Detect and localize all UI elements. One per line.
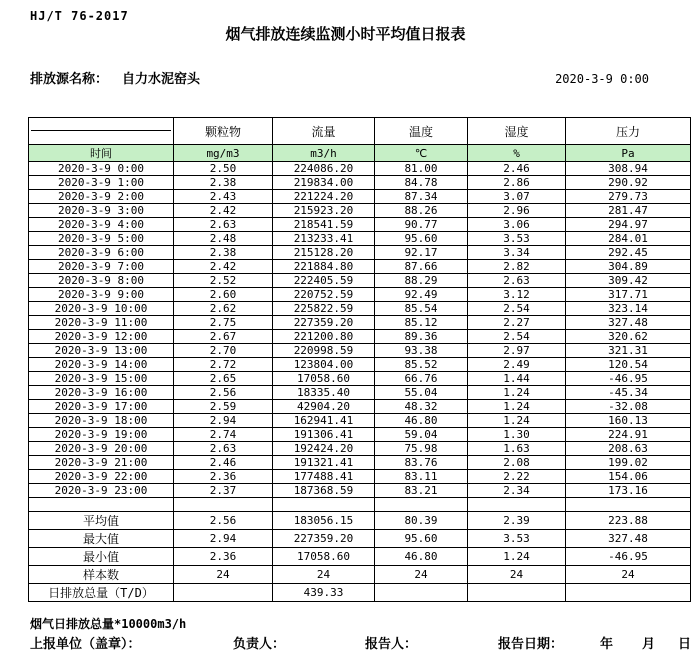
value-cell: 160.13 <box>566 414 691 428</box>
meta-row <box>30 68 649 87</box>
value-cell: 2.59 <box>174 400 273 414</box>
value-cell: 2.62 <box>174 302 273 316</box>
value-cell: 17058.60 <box>273 372 375 386</box>
value-cell: 2.48 <box>174 232 273 246</box>
day-label: 日 <box>678 637 691 652</box>
value-cell: 327.48 <box>566 316 691 330</box>
time-cell: 2020-3-9 4:00 <box>29 218 174 232</box>
page-title: 烟气排放连续监测小时平均值日报表 <box>225 25 466 43</box>
value-cell: 221224.20 <box>273 190 375 204</box>
value-cell <box>468 498 566 512</box>
time-cell: 2020-3-9 3:00 <box>29 204 174 218</box>
value-cell <box>174 498 273 512</box>
value-cell: 199.02 <box>566 456 691 470</box>
value-cell: -32.08 <box>566 400 691 414</box>
value-cell: 2.38 <box>174 176 273 190</box>
value-cell: 2.72 <box>174 358 273 372</box>
time-cell: 2020-3-9 6:00 <box>29 246 174 260</box>
value-cell: 317.71 <box>566 288 691 302</box>
value-cell: 2.42 <box>174 260 273 274</box>
value-cell: 2.36 <box>174 470 273 484</box>
time-cell: 2020-3-9 14:00 <box>29 358 174 372</box>
time-cell: 2020-3-9 5:00 <box>29 232 174 246</box>
value-cell: 219834.00 <box>273 176 375 190</box>
value-cell: 183056.15 <box>273 512 375 530</box>
value-cell: 24 <box>273 566 375 584</box>
value-cell: 320.62 <box>566 330 691 344</box>
value-cell: 24 <box>174 566 273 584</box>
value-cell: 92.49 <box>375 288 468 302</box>
table-head <box>29 118 691 162</box>
value-cell: 2.46 <box>468 162 566 176</box>
value-cell: 2.52 <box>174 274 273 288</box>
unit-label-2: m3/h <box>273 145 375 162</box>
value-cell: 120.54 <box>566 358 691 372</box>
time-cell: 2020-3-9 19:00 <box>29 428 174 442</box>
value-cell: 323.14 <box>566 302 691 316</box>
value-cell: 224086.20 <box>273 162 375 176</box>
value-cell: 2.63 <box>174 218 273 232</box>
value-cell <box>375 584 468 602</box>
value-cell: 92.17 <box>375 246 468 260</box>
responsible-person-label: 负责人： <box>233 637 286 652</box>
value-cell: 2.22 <box>468 470 566 484</box>
value-cell: 1.44 <box>468 372 566 386</box>
value-cell: 2.50 <box>174 162 273 176</box>
time-cell: 2020-3-9 18:00 <box>29 414 174 428</box>
time-cell: 2020-3-9 1:00 <box>29 176 174 190</box>
value-cell: 213233.41 <box>273 232 375 246</box>
value-cell: 191306.41 <box>273 428 375 442</box>
value-cell: 2.54 <box>468 302 566 316</box>
value-cell: 2.60 <box>174 288 273 302</box>
value-cell: 17058.60 <box>273 548 375 566</box>
value-cell: 284.01 <box>566 232 691 246</box>
report-date-label: 报告日期： <box>498 637 564 652</box>
value-cell: 2.97 <box>468 344 566 358</box>
value-cell <box>566 584 691 602</box>
value-cell: 85.54 <box>375 302 468 316</box>
value-cell: 2.65 <box>174 372 273 386</box>
value-cell: 87.66 <box>375 260 468 274</box>
value-cell: 281.47 <box>566 204 691 218</box>
flow-unit-footnote: 烟气日排放总量*10000m3/h <box>30 617 187 631</box>
value-cell: 2.94 <box>174 414 273 428</box>
value-cell: 225822.59 <box>273 302 375 316</box>
value-cell: 439.33 <box>273 584 375 602</box>
value-cell: 46.80 <box>375 548 468 566</box>
time-cell: 2020-3-9 16:00 <box>29 386 174 400</box>
value-cell: 24 <box>566 566 691 584</box>
value-cell: 95.60 <box>375 530 468 548</box>
summary-row-label: 样本数 <box>29 566 174 584</box>
value-cell: 93.38 <box>375 344 468 358</box>
value-cell: -46.95 <box>566 372 691 386</box>
time-cell: 2020-3-9 8:00 <box>29 274 174 288</box>
summary-row-label: 平均值 <box>29 512 174 530</box>
monitoring-table <box>28 117 691 602</box>
reporter-label: 报告人： <box>365 637 418 652</box>
value-cell: -46.95 <box>566 548 691 566</box>
value-cell: 321.31 <box>566 344 691 358</box>
value-cell: 191321.41 <box>273 456 375 470</box>
value-cell: 89.36 <box>375 330 468 344</box>
value-cell: 3.53 <box>468 232 566 246</box>
value-cell: 227359.20 <box>273 530 375 548</box>
time-cell: 2020-3-9 10:00 <box>29 302 174 316</box>
value-cell: 2.67 <box>174 330 273 344</box>
value-cell: 2.49 <box>468 358 566 372</box>
value-cell: 2.56 <box>174 386 273 400</box>
value-cell: 173.16 <box>566 484 691 498</box>
reporting-unit-label: 上报单位（盖章）： <box>30 637 141 652</box>
value-cell: 192424.20 <box>273 442 375 456</box>
value-cell: 3.34 <box>468 246 566 260</box>
year-label: 年 <box>600 637 614 652</box>
value-cell: 154.06 <box>566 470 691 484</box>
value-cell: 2.86 <box>468 176 566 190</box>
value-cell: 85.12 <box>375 316 468 330</box>
value-cell: 3.12 <box>468 288 566 302</box>
value-cell: 3.07 <box>468 190 566 204</box>
time-cell: 2020-3-9 17:00 <box>29 400 174 414</box>
value-cell <box>273 498 375 512</box>
value-cell: 224.91 <box>566 428 691 442</box>
value-cell: 2.63 <box>468 274 566 288</box>
unit-label-5: Pa <box>566 145 691 162</box>
value-cell: 294.97 <box>566 218 691 232</box>
value-cell: 2.75 <box>174 316 273 330</box>
value-cell: 2.56 <box>174 512 273 530</box>
value-cell: 2.43 <box>174 190 273 204</box>
value-cell: 221200.80 <box>273 330 375 344</box>
time-cell: 2020-3-9 23:00 <box>29 484 174 498</box>
value-cell: 1.24 <box>468 400 566 414</box>
value-cell: 2.36 <box>174 548 273 566</box>
value-cell: 279.73 <box>566 190 691 204</box>
value-cell: 18335.40 <box>273 386 375 400</box>
value-cell <box>468 584 566 602</box>
value-cell: 2.94 <box>174 530 273 548</box>
value-cell: 83.11 <box>375 470 468 484</box>
time-cell: 2020-3-9 12:00 <box>29 330 174 344</box>
value-cell: 83.21 <box>375 484 468 498</box>
value-cell: 81.00 <box>375 162 468 176</box>
value-cell: 2.54 <box>468 330 566 344</box>
time-cell: 2020-3-9 20:00 <box>29 442 174 456</box>
value-cell: 2.42 <box>174 204 273 218</box>
time-column-label: 时间 <box>29 145 174 162</box>
emission-source-name: 自力水泥窑头 <box>122 72 201 87</box>
time-cell: 2020-3-9 13:00 <box>29 344 174 358</box>
value-cell: 308.94 <box>566 162 691 176</box>
value-cell: 218541.59 <box>273 218 375 232</box>
column-header-1: 颗粒物 <box>174 118 273 145</box>
value-cell: 42904.20 <box>273 400 375 414</box>
value-cell: 2.27 <box>468 316 566 330</box>
value-cell: 327.48 <box>566 530 691 548</box>
value-cell: 80.39 <box>375 512 468 530</box>
value-cell: 85.52 <box>375 358 468 372</box>
value-cell: 2.34 <box>468 484 566 498</box>
value-cell <box>174 584 273 602</box>
value-cell: 220752.59 <box>273 288 375 302</box>
month-label: 月 <box>642 637 656 652</box>
column-header-5: 压力 <box>566 118 691 145</box>
value-cell: 215128.20 <box>273 246 375 260</box>
value-cell: 2.96 <box>468 204 566 218</box>
value-cell: 55.04 <box>375 386 468 400</box>
value-cell: 221884.80 <box>273 260 375 274</box>
value-cell: 2.38 <box>174 246 273 260</box>
value-cell: -45.34 <box>566 386 691 400</box>
summary-row-label: 最小值 <box>29 548 174 566</box>
value-cell: 66.76 <box>375 372 468 386</box>
column-header-3: 温度 <box>375 118 468 145</box>
value-cell: 46.80 <box>375 414 468 428</box>
value-cell: 48.32 <box>375 400 468 414</box>
value-cell: 187368.59 <box>273 484 375 498</box>
value-cell: 90.77 <box>375 218 468 232</box>
value-cell: 304.89 <box>566 260 691 274</box>
value-cell: 2.37 <box>174 484 273 498</box>
value-cell: 2.39 <box>468 512 566 530</box>
value-cell <box>566 498 691 512</box>
value-cell: 223.88 <box>566 512 691 530</box>
value-cell: 87.34 <box>375 190 468 204</box>
time-cell: 2020-3-9 11:00 <box>29 316 174 330</box>
unit-label-1: mg/m3 <box>174 145 273 162</box>
time-cell: 2020-3-9 7:00 <box>29 260 174 274</box>
emission-source-label: 排放源名称： <box>30 72 109 87</box>
doc-standard-code: HJ/T 76-2017 <box>30 9 129 23</box>
value-cell: 2.46 <box>174 456 273 470</box>
value-cell: 2.63 <box>174 442 273 456</box>
value-cell: 292.45 <box>566 246 691 260</box>
value-cell: 3.06 <box>468 218 566 232</box>
time-cell: 2020-3-9 15:00 <box>29 372 174 386</box>
column-header-4: 湿度 <box>468 118 566 145</box>
value-cell: 59.04 <box>375 428 468 442</box>
value-cell: 95.60 <box>375 232 468 246</box>
value-cell: 24 <box>468 566 566 584</box>
value-cell: 1.24 <box>468 548 566 566</box>
value-cell: 1.30 <box>468 428 566 442</box>
value-cell: 309.42 <box>566 274 691 288</box>
emission-source-row <box>30 68 200 87</box>
value-cell: 290.92 <box>566 176 691 190</box>
value-cell: 162941.41 <box>273 414 375 428</box>
value-cell: 215923.20 <box>273 204 375 218</box>
value-cell: 2.70 <box>174 344 273 358</box>
value-cell: 24 <box>375 566 468 584</box>
value-cell: 84.78 <box>375 176 468 190</box>
value-cell: 227359.20 <box>273 316 375 330</box>
summary-row-label: 日排放总量（T/D） <box>29 584 174 602</box>
value-cell: 123804.00 <box>273 358 375 372</box>
value-cell: 75.98 <box>375 442 468 456</box>
value-cell: 1.24 <box>468 386 566 400</box>
summary-row-label: 最大值 <box>29 530 174 548</box>
value-cell: 3.53 <box>468 530 566 548</box>
value-cell: 2.08 <box>468 456 566 470</box>
column-header-2: 流量 <box>273 118 375 145</box>
unit-label-3: ℃ <box>375 145 468 162</box>
value-cell: 2.74 <box>174 428 273 442</box>
time-cell: 2020-3-9 2:00 <box>29 190 174 204</box>
time-cell: 2020-3-9 21:00 <box>29 456 174 470</box>
time-cell: 2020-3-9 0:00 <box>29 162 174 176</box>
time-cell <box>29 498 174 512</box>
time-cell: 2020-3-9 22:00 <box>29 470 174 484</box>
value-cell <box>375 498 468 512</box>
value-cell: 2.82 <box>468 260 566 274</box>
value-cell: 88.29 <box>375 274 468 288</box>
table-body <box>29 162 691 602</box>
value-cell: 208.63 <box>566 442 691 456</box>
unit-label-4: % <box>468 145 566 162</box>
value-cell: 1.24 <box>468 414 566 428</box>
value-cell: 83.76 <box>375 456 468 470</box>
value-cell: 1.63 <box>468 442 566 456</box>
value-cell: 222405.59 <box>273 274 375 288</box>
value-cell: 220998.59 <box>273 344 375 358</box>
value-cell: 88.26 <box>375 204 468 218</box>
time-column-header-spacer <box>29 118 174 145</box>
report-datetime: 2020-3-9 0:00 <box>555 72 649 86</box>
time-cell: 2020-3-9 9:00 <box>29 288 174 302</box>
signature-row <box>0 633 691 651</box>
value-cell: 177488.41 <box>273 470 375 484</box>
